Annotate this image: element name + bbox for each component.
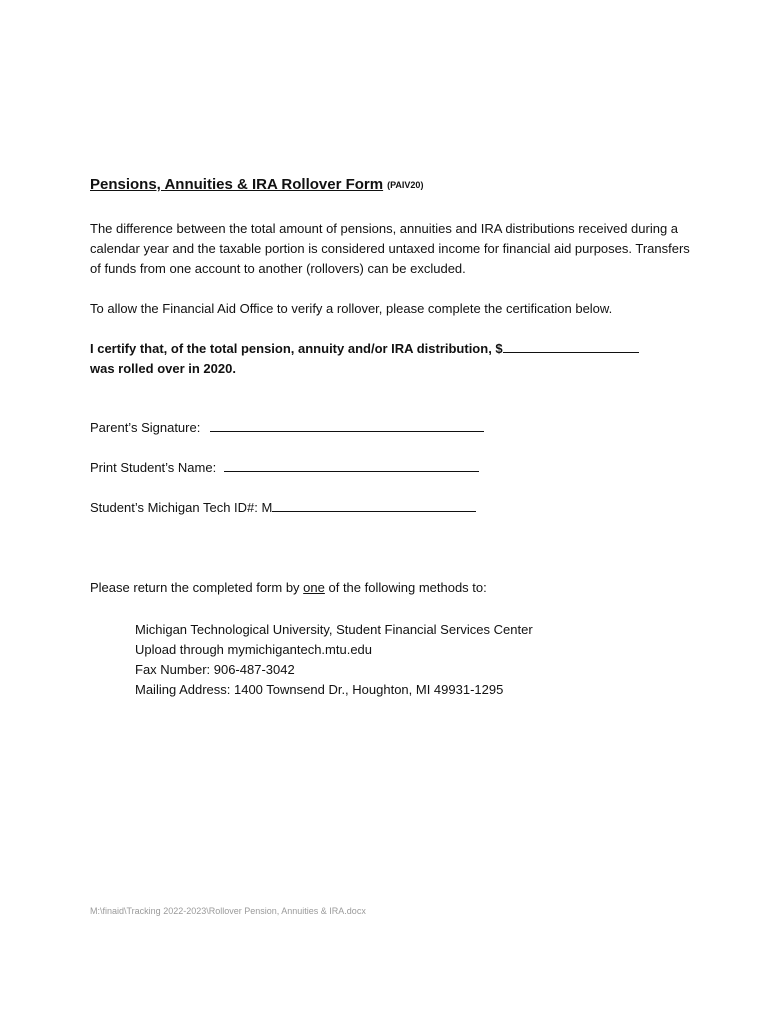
method-university: Michigan Technological University, Student Financial Services Center: [135, 622, 533, 637]
student-name-row: [90, 458, 479, 475]
form-code: (PAIV20): [387, 180, 424, 190]
certification-prefix: I certify that, of the total pension, annuity and/or IRA distribution, $: [90, 341, 503, 356]
student-name-field[interactable]: [224, 458, 479, 472]
return-prefix: Please return the completed form by: [90, 580, 304, 595]
certification-statement: [90, 339, 690, 379]
student-name-label: Print Student’s Name:: [90, 460, 217, 475]
intro-paragraph: The difference between the total amount of pensions, annuities and IRA distributions received during a calendar year and the taxable portion is considered untaxed income for financial aid purposes. Transfers of funds from one account to another (rollovers) can be excluded.: [90, 221, 690, 276]
form-title-text: Pensions, Annuities & IRA Rollover Form: [90, 176, 384, 193]
return-methods-list: [135, 620, 533, 700]
certification-suffix: was rolled over in 2020.: [90, 361, 236, 376]
student-id-label: Student’s Michigan Tech ID#: M: [90, 500, 273, 515]
parent-signature-label: Parent’s Signature:: [90, 420, 201, 435]
method-fax: Fax Number: 906-487-3042: [135, 662, 295, 677]
parent-signature-row: [90, 418, 484, 435]
method-mail: Mailing Address: 1400 Townsend Dr., Houghton, MI 49931-1295: [135, 682, 504, 697]
instruction-paragraph: To allow the Financial Aid Office to verify a rollover, please complete the certification below.: [90, 301, 613, 316]
return-emphasis: one: [303, 580, 325, 595]
student-id-field[interactable]: [272, 498, 476, 512]
parent-signature-field[interactable]: [210, 418, 484, 432]
return-instruction: [90, 580, 487, 595]
rollover-amount-field[interactable]: [503, 339, 639, 353]
form-title: [90, 176, 423, 193]
file-path-footer: M:\finaid\Tracking 2022-2023\Rollover Pension, Annuities & IRA.docx: [90, 906, 366, 916]
return-suffix: of the following methods to:: [324, 580, 487, 595]
student-id-row: [90, 498, 476, 515]
method-upload: Upload through mymichigantech.mtu.edu: [135, 642, 373, 657]
